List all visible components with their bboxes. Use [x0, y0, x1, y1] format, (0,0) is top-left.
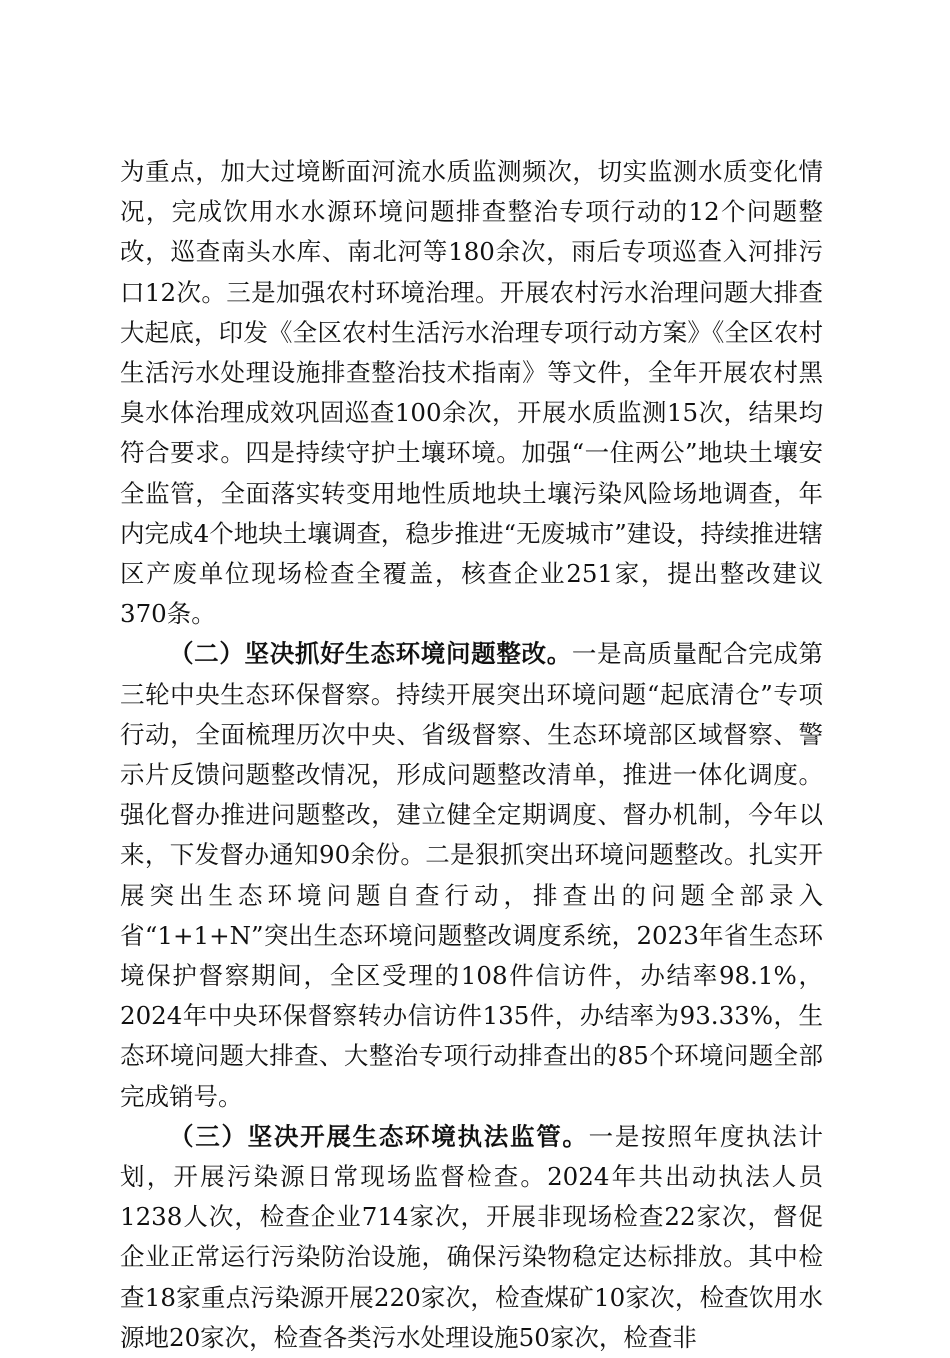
- paragraph-body: 为重点，加大过境断面河流水质监测频次，切实监测水质变化情况，完成饮用水水源环境问题排查整治专项行动的12个问题整改，巡查南头水库、南北河等180余次，雨后专项巡查入河排污口12次。三是加强农村环境治理。开展农村污水治理问题大排查大起底，印发《全区农村生活污水治理专项行动方案》《全区农村生活污水处理设施排查整治技术指南》等文件，全年开展农村黑臭水体治理成效巩固巡查100余次，开展水质监测15次，结果均符合要求。四是持续守护土壤环境。加强“一住两公”地块土壤安全监管，全面落实转变用地性质地块土壤污染风险场地调查，年内完成4个地块土壤调查，稳步推进“无废城市”建设，持续推进辖区产废单位现场检查全覆盖，核查企业251家，提出整改建议370条。: [120, 157, 823, 629]
- paragraph-enforcement: [120, 1117, 823, 1358]
- paragraph-body: 一是按照年度执法计划，开展污染源日常现场监督检查。2024年共出动执法人员1238人次，检查企业714家次，开展非现场检查22家次，督促企业正常运行污染防治设施，确保污染物稳定达标排放。其中检查18家重点污染源开展220家次，检查煤矿10家次，检查饮用水源地20家次，检查各类污水处理设施50家次，检查非: [120, 1121, 824, 1352]
- section-heading: （三）坚决开展生态环境执法监管。: [169, 1121, 589, 1151]
- paragraph-rectification: [120, 634, 823, 1116]
- document-body: [120, 152, 823, 1358]
- section-heading: （二）坚决抓好生态环境问题整改。: [169, 639, 572, 669]
- paragraph-continued: [120, 152, 823, 634]
- paragraph-body: 一是高质量配合完成第三轮中央生态环保督察。持续开展突出环境问题“起底清仓”专项行动，全面梳理历次中央、省级督察、生态环境部区域督察、警示片反馈问题整改情况，形成问题整改清单，推进一体化调度。强化督办推进问题整改，建立健全定期调度、督办机制，今年以来，下发督办通知90余份。二是狠抓突出环境问题整改。扎实开展突出生态环境问题自查行动，排查出的问题全部录入省“1+1+N”突出生态环境问题整改调度系统，2023年省生态环境保护督察期间，全区受理的108件信访件，办结率98.1%，2024年中央环保督察转办信访件135件，办结率为93.33%，生态环境问题大排查、大整治专项行动排查出的85个环境问题全部完成销号。: [120, 639, 824, 1111]
